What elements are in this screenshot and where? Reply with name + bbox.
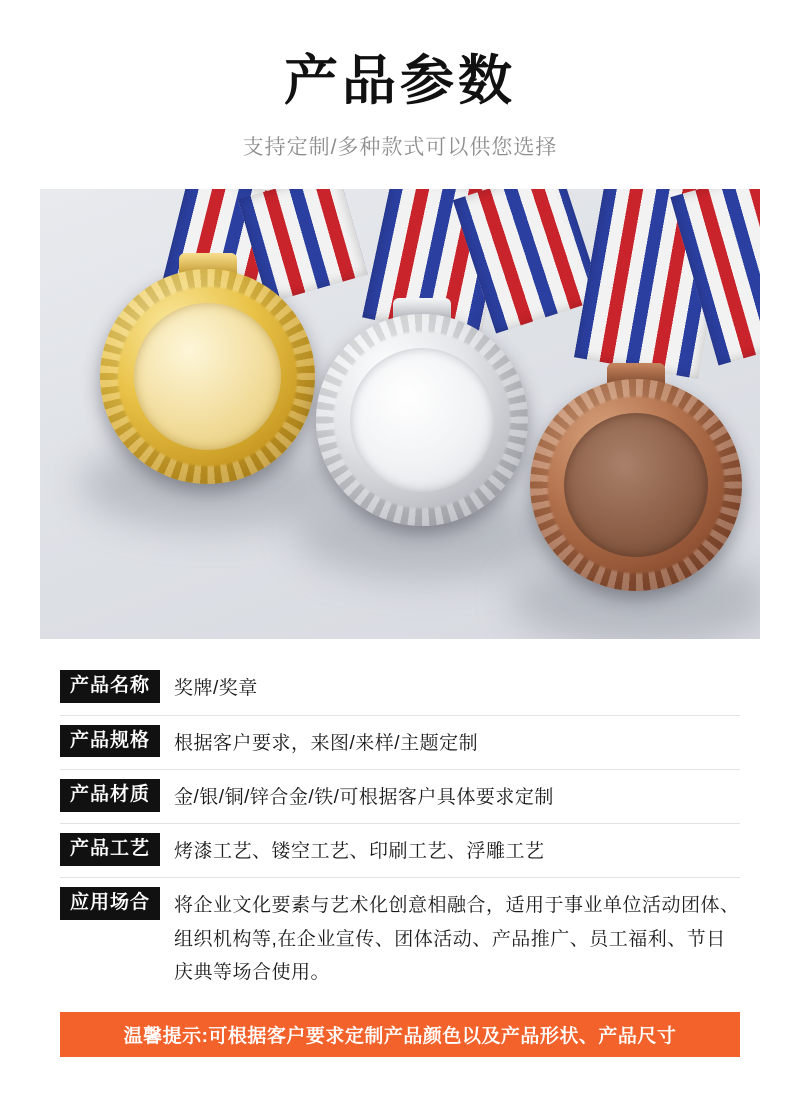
medal-face — [564, 413, 708, 557]
spec-label: 应用场合 — [60, 887, 160, 920]
spec-label: 产品工艺 — [60, 833, 160, 866]
page-subtitle: 支持定制/多种款式可以供您选择 — [242, 136, 558, 160]
page-title: 产品参数 — [284, 51, 516, 111]
tip-banner: 温馨提示:可根据客户要求定制产品颜色以及产品形状、产品尺寸 — [60, 1012, 740, 1057]
spec-value: 将企业文化要素与艺术化创意相融合，适用于事业单位活动团体、组织机构等,在企业宣传、团体活动、产品推广、员工福利、节日庆典等场合使用。 — [174, 895, 740, 983]
bronze-medal — [530, 379, 742, 591]
spec-value: 烤漆工艺、镂空工艺、印刷工艺、浮雕工艺 — [174, 841, 545, 863]
table-row — [60, 770, 740, 824]
photo-scene — [40, 189, 760, 639]
medal-face — [350, 348, 494, 492]
table-row — [60, 878, 740, 998]
spec-value: 奖牌/奖章 — [174, 678, 258, 700]
spec-table — [60, 661, 740, 998]
product-photo — [40, 189, 760, 639]
spec-label: 产品材质 — [60, 779, 160, 812]
gold-medal — [100, 269, 315, 484]
table-row — [60, 716, 740, 770]
page-header — [0, 0, 800, 161]
spec-value: 根据客户要求，来图/来样/主题定制 — [174, 732, 479, 754]
spec-value: 金/银/铜/锌合金/铁/可根据客户具体要求定制 — [174, 786, 554, 808]
spec-label: 产品名称 — [60, 670, 160, 703]
spec-label: 产品规格 — [60, 725, 160, 758]
silver-medal — [316, 314, 528, 526]
table-row — [60, 661, 740, 715]
table-row — [60, 824, 740, 878]
medal-face — [134, 303, 281, 450]
